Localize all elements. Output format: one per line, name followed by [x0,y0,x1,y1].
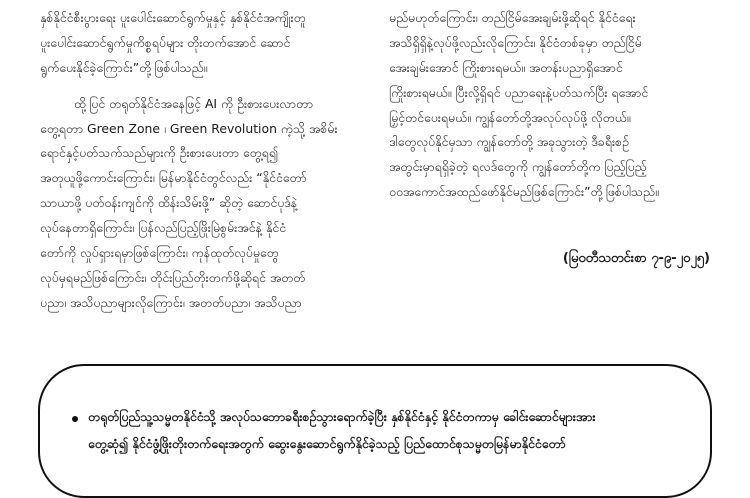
right-column [389,6,711,205]
text-line: တော်ကို လှုပ်ရှားရမှာဖြစ်ကြောင်း၊ ကုန်ထုတ်လုပ်မှုတွေ [40,245,279,261]
source-citation: (မြဝတီသတင်းစာ ၇-၉-၂၀၂၅) [562,251,710,266]
bullet-text-line: တွေ့ဆုံ၍ နိုင်ငံဖွံ့ဖြိုးတိုးတက်ရေးအတွက် ဆွေးနွေးဆောင်ရွက်နိုင်ခဲ့သည့် ပြည်ထောင်စုသမ္မတမြန်မာနိုင်ငံတော် [88,436,566,451]
text-line: သာယာဖို့ ပတ်ဝန်းကျင်ကို ထိန်းသိမ်းဖို့” ဆိုတဲ့ ဆောင်ပုဒ်နဲ့ [40,195,298,211]
text-line: ဒါတွေလုပ်နိုင်မှသာ ကျွန်တော်တို့ အခုသွားတဲ့ ဒီခရီးစဉ် [389,134,629,150]
text-line: ပူးပေါင်းဆောင်ရွက်မှုကိစ္စရပ်များ တိုးတက်အောင် ဆောင် [40,34,291,50]
text-line: မြှင့်တင်ပေးရမယ်။ ကျွန်တော်တို့အလုပ်လုပ်ဖို့ လိုတယ်။ [389,109,631,125]
bullet-text-line: တရုတ်ပြည်သူ့သမ္မတနိုင်ငံသို့ အလုပ်သဘောခရီးစဉ်သွားရောက်ခဲ့ပြီး နှစ်နိုင်ငံနှင့် နိုင်ငံတကာမှ ခေါင်းဆောင်များအား [88,409,596,424]
paragraph-economic-cooperation [40,6,362,81]
text-line: တွေ့ရတာ Green Zone ၊ Green Revolution ကဲ့သို့ အစိမ်း [40,120,338,136]
text-line: လုပ်မှရမည်ဖြစ်ကြောင်း၊ တိုင်းပြည်တိုးတက်ဖို့ဆိုရင် အတတ် [40,269,306,285]
text-line: အသိရှိရှိနဲ့လုပ်ဖို့လည်းလိုကြောင်း၊ နိုင်ငံတစ်ခုမှာ တည်ငြိမ် [389,34,642,50]
text-line: ရောင်နှင့်ပတ်သက်သည်များကို ဦးစားပေးတာ တွေ့ရ၍ [40,145,279,161]
text-line: အတွင်းမှာရရှိခဲ့တဲ့ ရလဒ်တွေကို ကျွန်တော်တို့က ပြည့်ပြည့် [389,159,647,175]
left-column [40,6,362,316]
text-line: ကြိုးစားရမယ်။ ပြီးလို့ရှိရင် ပညာရေးနဲ့ပတ်သက်ပြီး ရအောင် [389,84,649,100]
text-line: လုပ်နေတာရှိကြောင်း၊ ပြန်လည်ပြည့်ဖြိုးမြဲစွမ်းအင်နဲ့ နိုင်ငံ [40,220,286,236]
text-line: အေးချမ်းအောင် ကြိုးစားရမယ်။ အတန်းပညာရှိအောင် [389,59,623,75]
text-line: ထို့ပြင် တရုတ်နိုင်ငံအနေဖြင့် AI ကို ဦးစားပေးလာတာ [74,95,314,111]
text-line: အတုယူဖို့ကောင်းကြောင်း၊ မြန်မာနိုင်ငံတွင်လည်း “နိုင်ငံတော် [40,170,307,186]
paragraph-green-revolution [40,92,362,316]
highlight-box [38,364,712,498]
bullet-icon [72,416,78,422]
text-line: နှစ်နိုင်ငံစီးပွားရေး ပူးပေါင်းဆောင်ရွက်မှုနှင့် နှစ်နိုင်ငံအကျိုးတူ [40,10,306,25]
text-line: မည်မဟုတ်ကြောင်း၊ တည်ငြိမ်အေးချမ်းဖို့ဆိုရင် နိုင်ငံရေး [389,10,636,25]
text-line: ရွက်ပေးနိုင်ခဲ့ကြောင်း”တို့ဖြစ်ပါသည်။ [40,59,208,75]
text-line: ဝဝအကောင်အထည်ဖော်နိုင်မည်ဖြစ်ကြောင်း”တို့ဖြစ်ပါသည်။ [389,184,659,200]
paragraph-stability [389,6,711,205]
text-line: ပညာ၊ အသိပညာများလိုကြောင်း၊ အတတ်ပညာ၊ အသိပညာ [40,294,302,310]
